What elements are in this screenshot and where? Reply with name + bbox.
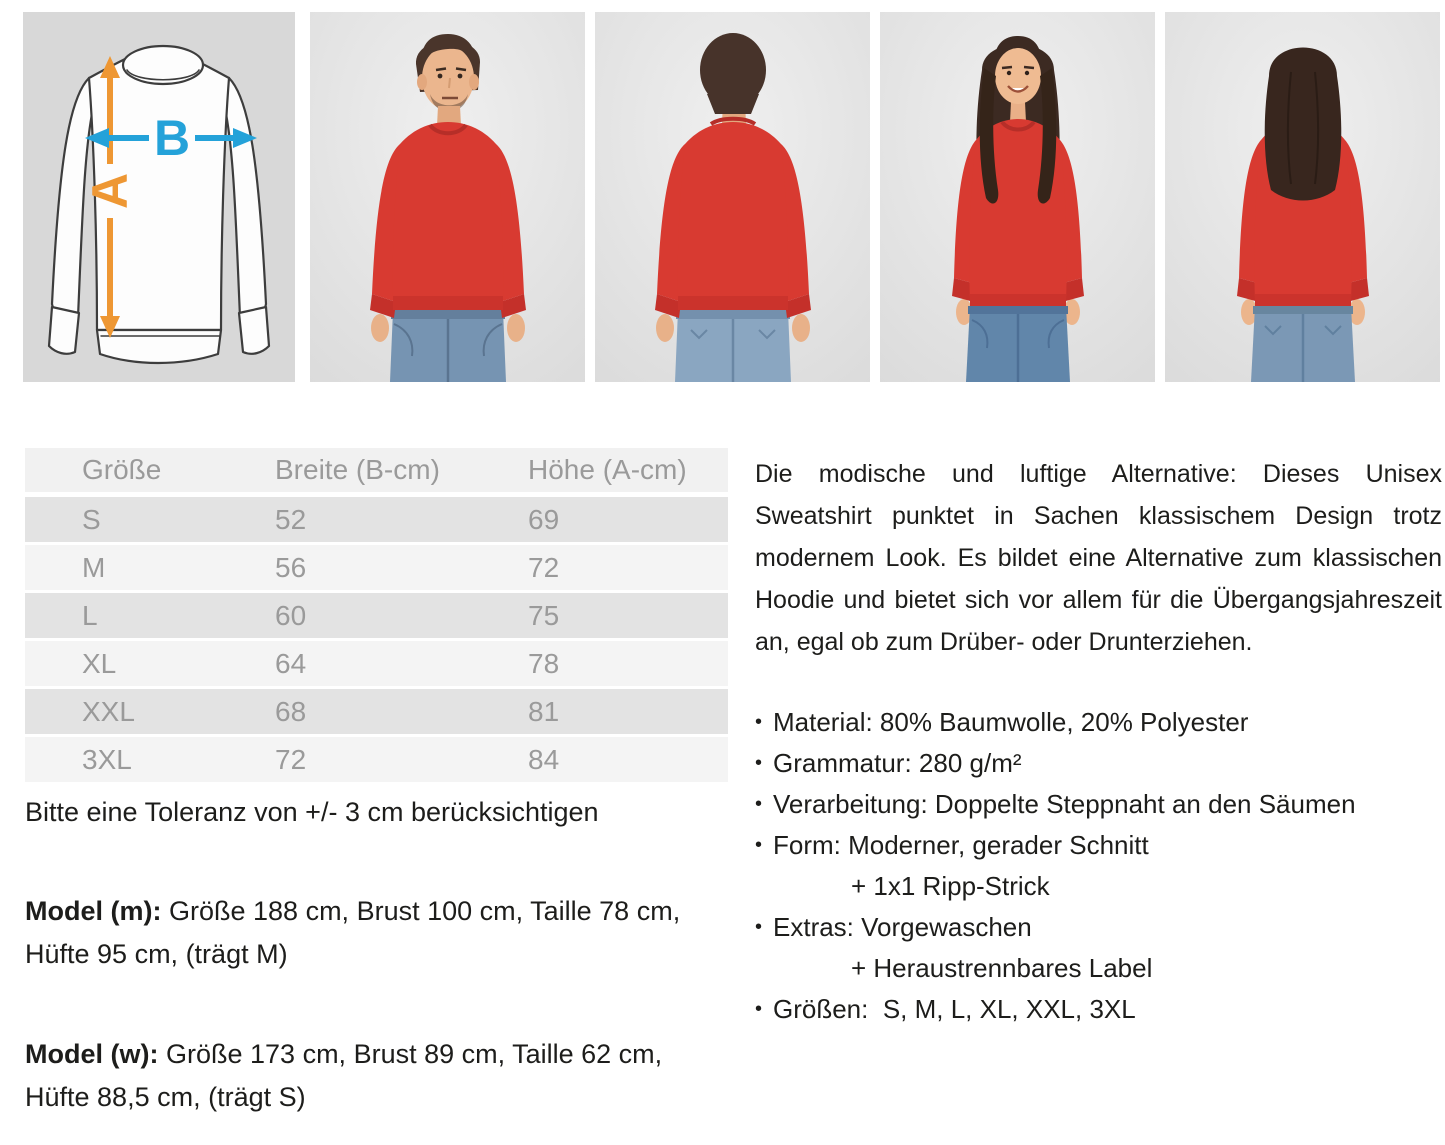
table-row bbox=[25, 497, 728, 545]
breite-cell: 52 bbox=[275, 503, 307, 535]
list-item bbox=[755, 702, 1442, 743]
size-info-column bbox=[25, 448, 728, 1119]
feature-material: Material: 80% Baumwolle, 20% Polyester bbox=[773, 707, 1249, 737]
hoehe-cell: 78 bbox=[528, 647, 560, 679]
size-cell: M bbox=[82, 551, 106, 583]
woman-front-image bbox=[880, 12, 1155, 382]
size-cell: XL bbox=[82, 647, 117, 679]
model-m-text: Größe 188 cm, Brust 100 cm, Taille 78 cm, Hüfte 95 cm, (trägt M) bbox=[25, 896, 681, 969]
breite-cell: 56 bbox=[275, 551, 307, 583]
hoehe-cell: 72 bbox=[528, 551, 560, 583]
hoehe-cell: 69 bbox=[528, 503, 560, 535]
col-header-hoehe: Höhe (A-cm) bbox=[528, 454, 687, 485]
size-table bbox=[25, 448, 728, 785]
list-item bbox=[755, 784, 1442, 825]
size-table-header bbox=[25, 448, 728, 492]
model-m-info bbox=[25, 890, 728, 976]
feature-extras-cont: + Heraustrennbares Label bbox=[851, 953, 1153, 983]
model-m-label: Model (m): bbox=[25, 896, 162, 926]
feature-extras: Extras: Vorgewaschen bbox=[773, 912, 1032, 942]
size-cell: L bbox=[82, 599, 98, 631]
breite-cell: 60 bbox=[275, 599, 307, 631]
bullet-dot-icon: • bbox=[755, 793, 763, 815]
breite-cell: 64 bbox=[275, 647, 307, 679]
description-column bbox=[755, 448, 1442, 1119]
feature-list bbox=[755, 702, 1442, 1030]
product-description: Die modische und luftige Alternative: Dieses Unisex Sweatshirt punktet in Sachen klassischem Design trotz modernem Look. Es bildet eine Alternative zum klassischen Hoodie und bietet sich vor allem für die Übergangsjahreszeit an, egal ob zum Drüber- oder Drunterziehen. bbox=[755, 460, 1442, 656]
photo-woman-back bbox=[1165, 12, 1440, 382]
model-w-label: Model (w): bbox=[25, 1039, 159, 1069]
size-cell: 3XL bbox=[82, 743, 132, 775]
col-header-groesse: Größe bbox=[82, 454, 162, 485]
label-B: B bbox=[153, 110, 191, 166]
size-cell: XXL bbox=[82, 695, 135, 727]
man-back-image bbox=[595, 12, 870, 382]
table-row bbox=[25, 641, 728, 689]
label-A: A bbox=[82, 172, 138, 210]
table-row bbox=[25, 545, 728, 593]
size-measurement-diagram bbox=[23, 12, 295, 382]
list-item bbox=[755, 989, 1442, 1030]
model-w-info bbox=[25, 1033, 728, 1119]
bullet-dot-icon: • bbox=[755, 998, 763, 1020]
feature-form-cont: + 1x1 Ripp-Strick bbox=[851, 871, 1050, 901]
hoehe-cell: 81 bbox=[528, 695, 560, 727]
feature-verarbeitung: Verarbeitung: Doppelte Steppnaht an den Säumen bbox=[773, 789, 1356, 819]
hoehe-cell: 84 bbox=[528, 743, 560, 775]
tolerance-note: Bitte eine Toleranz von +/- 3 cm berücksichtigen bbox=[25, 797, 599, 827]
photo-man-back bbox=[595, 12, 870, 382]
list-item bbox=[755, 743, 1442, 784]
breite-cell: 68 bbox=[275, 695, 307, 727]
list-item bbox=[755, 825, 1442, 907]
bullet-dot-icon: • bbox=[755, 711, 763, 733]
man-front-image bbox=[310, 12, 585, 382]
list-item bbox=[755, 907, 1442, 989]
feature-grammatur: Grammatur: 280 g/m² bbox=[773, 748, 1022, 778]
bullet-dot-icon: • bbox=[755, 834, 763, 856]
sweatshirt-outline-diagram bbox=[23, 12, 295, 382]
feature-form: Form: Moderner, gerader Schnitt bbox=[773, 830, 1149, 860]
table-row bbox=[25, 737, 728, 785]
bullet-dot-icon: • bbox=[755, 752, 763, 774]
photo-woman-front bbox=[880, 12, 1155, 382]
breite-cell: 72 bbox=[275, 743, 307, 775]
photo-man-front bbox=[310, 12, 585, 382]
col-header-breite: Breite (B-cm) bbox=[275, 454, 440, 485]
feature-groessen: Größen: S, M, L, XL, XXL, 3XL bbox=[773, 994, 1136, 1024]
table-row bbox=[25, 689, 728, 737]
hoehe-cell: 75 bbox=[528, 599, 560, 631]
table-row bbox=[25, 593, 728, 641]
size-cell: S bbox=[82, 503, 101, 535]
woman-back-image bbox=[1165, 12, 1440, 382]
bullet-dot-icon: • bbox=[755, 916, 763, 938]
product-image-row bbox=[0, 0, 1445, 382]
product-info-section bbox=[0, 448, 1445, 1119]
model-w-text: Größe 173 cm, Brust 89 cm, Taille 62 cm, Hüfte 88,5 cm, (trägt S) bbox=[25, 1039, 663, 1112]
